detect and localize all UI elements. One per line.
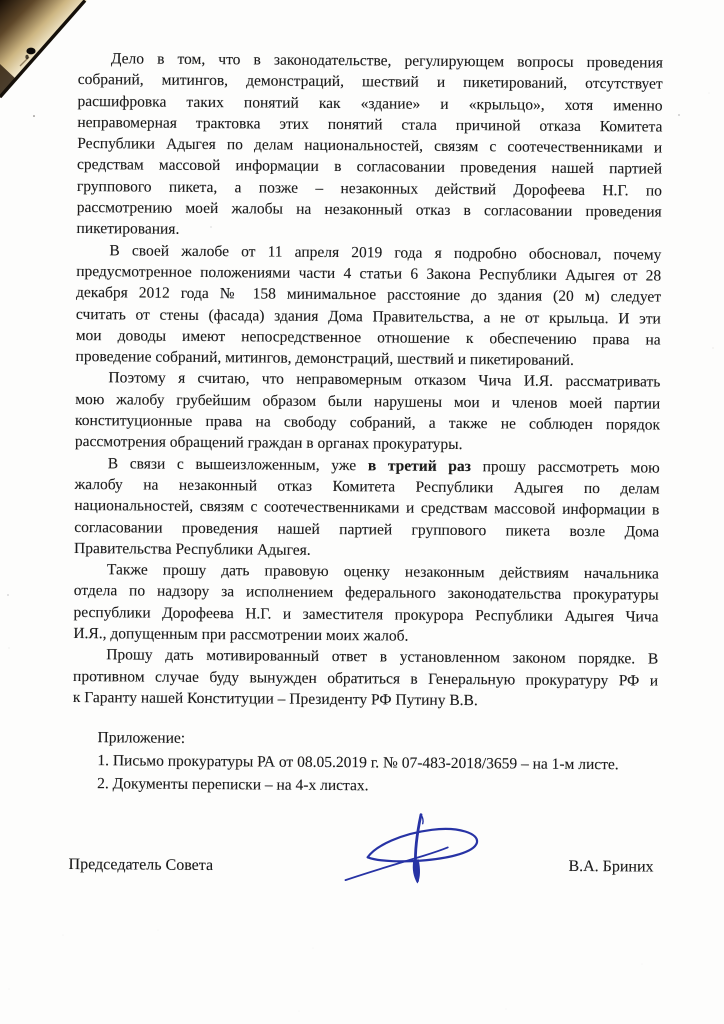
text-line: В своей жалобе от 11 апреля 2019 года я подробно обосновал, почему [109,241,662,264]
text-line: мою жалобу грубейшим образом были нарушены мои и членов моей партии [75,390,661,413]
paragraph [76,48,662,244]
text-line: И.Я., допущенным при рассмотрении моих жалоб. [73,624,409,645]
paragraph [73,559,659,649]
text-line: республики Дорофеева Н.Г. и заместителя прокурора Республики Адыгея Чича [73,603,659,626]
signature-block [68,825,657,914]
text-line: рассмотрения обращений граждан в органах прокуратуры. [74,433,463,454]
text-line: декабря 2012 года № 158 минимальное расстояние до здания (20 м) следует [76,284,662,306]
text-line: группового пикета, а позже – незаконных действий Дорофеева Н.Г. по [76,177,662,200]
text-line: Дело в том, что в законодательстве, регулирующем вопросы проведения [110,50,663,72]
text-line: к Гаранту нашей Конституции – Президенту РФ Путину В.В. [72,688,478,710]
text-line: средствам массовой информации в согласовании проведения нашей партией [77,156,663,179]
text-line: Республики Адыгея по делам национальностей, связям с соотечественниками и [77,135,663,157]
text-line: проведение собраний, митингов, демонстраций, шествий и пикетирований. [75,348,574,370]
text-line: национальностей, связям с соотечественниками и средствам массовой информации в [74,497,660,519]
text-line: рассмотрению моей жалобы на незаконный отказ в согласовании проведения [76,199,662,221]
text-line: отдела по надзору за исполнением федерального законодательства прокуратуры [73,582,659,604]
letter-content [68,48,663,914]
paragraph [75,367,661,457]
signature-name: В.А. Бриних [568,858,654,876]
attachment-section [97,726,658,799]
text-line: Поэтому я считаю, что неправомерным отказом Чича И.Я. рассматривать [108,369,661,392]
attachment-item: 2. Документы переписки – на 4-х листах. [97,775,369,795]
text-line: предусмотренное положениями части 4 статьи 6 Закона Республики Адыгея от 28 [76,262,662,285]
paragraph [73,644,658,712]
document-body [73,48,663,713]
paragraph [75,240,661,372]
text-line: неправомерная трактовка этих понятий стала причиной отказа Комитета [77,113,663,136]
handwritten-signature-icon [329,807,510,892]
text-line: расшифровка таких понятий как «здание» и «крыльцо», хотя именно [77,92,663,115]
text-line: считать от стены (фасада) здания Дома Правительства, а не от крыльца. И эти [75,305,661,328]
text-line: конституционные права на свободу собраний, а также не соблюден порядок [75,412,661,434]
text-line: Прошу дать мотивированный ответ в установленном законом порядке. В [106,646,659,668]
attachment-title: Приложение: [97,729,186,748]
text-line: Правительства Республики Адыгея. [74,539,311,559]
attachment-items [97,749,657,799]
text-line: жалобу на незаконный отказ Комитета Республики Адыгея по делам [74,475,660,498]
text-line: В связи с вышеизложенным, уже в третий раз прошу рассмотреть мою [107,454,660,477]
text-line: мои доводы имеют непосредственное отношение к обеспечению права на [75,326,661,349]
text-line: Также прошу дать правовую оценку незаконным действиям начальника [106,561,659,583]
signature-role: Председатель Совета [68,856,214,875]
text-line: собраний, митингов, демонстраций, шествий и пикетирований, отсутствует [77,71,663,93]
text-line: согласовании проведения нашей партией группового пикета возле Дома [74,518,660,541]
text-line: противном случае буду вынужден обратиться в Генеральную прокуратуру РФ и [73,667,659,690]
paragraph [74,453,660,564]
text-line: пикетирования. [76,220,180,239]
attachment-item: 1. Письмо прокуратуры РА от 08.05.2019 г. № 07-483-2018/3659 – на 1-м листе. [97,752,619,774]
